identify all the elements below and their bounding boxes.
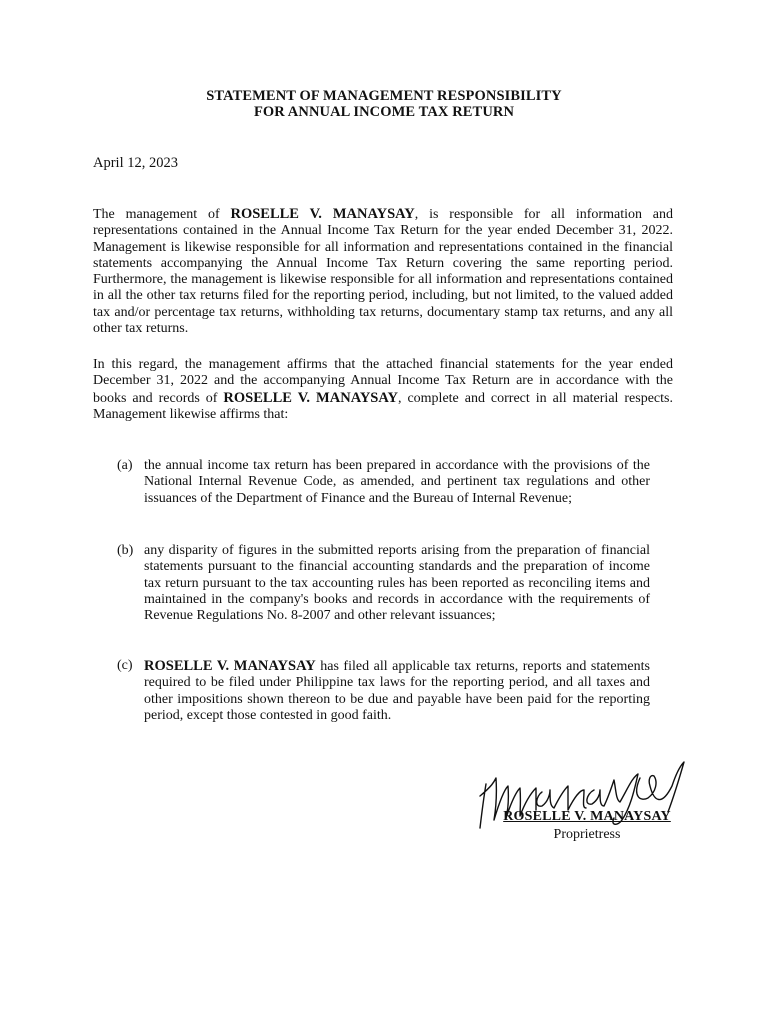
title-line-2: FOR ANNUAL INCOME TAX RETURN — [253, 104, 515, 120]
paragraph-1-post: , is responsible for all information and representations contained in the Annual Income Tax Return for the year ended December 31, 2022. Management is likewise responsible for all information and representations contained in the financial statements accompanying the Annual Income Tax Return covering the same reporting period. Furthermore, the management is likewise responsible for all information and representations contained in all the other tax returns filed for the reporting period, including, but not limited, to the valued added tax and/or percentage tax returns, withholding tax returns, documentary stamp tax returns, and any all other tax returns. — [93, 207, 674, 337]
title-line-1: STATEMENT OF MANAGEMENT RESPONSIBILITY — [206, 88, 562, 104]
signatory-title: Proprietress — [553, 827, 621, 842]
item-text — [144, 658, 650, 724]
paragraph-affirmation — [93, 357, 673, 423]
paragraph-responsibility — [93, 206, 673, 337]
item-label: (b) — [117, 543, 134, 558]
document-title — [0, 88, 768, 120]
company-name: ROSELLE V. MANAYSAY — [230, 206, 415, 222]
paragraph-1-pre: The management of — [93, 207, 231, 222]
company-name: ROSELLE V. MANAYSAY — [223, 389, 398, 406]
item-label: (a) — [117, 458, 133, 473]
company-name: ROSELLE V. MANAYSAY — [144, 658, 316, 674]
item-label: (c) — [117, 658, 133, 673]
document-date: April 12, 2023 — [93, 155, 178, 171]
paragraph-2-post: , complete and correct in all material respects. Management likewise affirms that: — [93, 390, 673, 422]
item-text-rest: has filed all applicable tax returns, reports and statements required to be filed under Philippine tax laws for the reporting period, and all taxes and other impositions shown thereon to be due and payable have been paid for the reporting period, except those contested in good faith. — [144, 659, 650, 723]
item-text: the annual income tax return has been prepared in accordance with the provisions of the National Internal Revenue Code, as amended, and pertinent tax regulations and other issuances of the Department of Finance and the Bureau of Internal Revenue; — [144, 458, 650, 506]
signatory-name: ROSELLE V. MANAYSAY — [503, 809, 671, 824]
item-text: any disparity of figures in the submitted reports arising from the preparation of financial statements pursuant to the financial accounting standards and the preparation of income tax return pursuant to the tax accounting rules has been reported as reconciling items and maintained in the company's books and records in accordance with the requirements of Revenue Regulations No. 8-2007 and other relevant issuances; — [144, 543, 650, 624]
paragraph-2-pre: In this regard, the management affirms that the attached financial statements for the year ended December 31, 2022 and the accompanying Annual Income Tax Return are in accordance with the books and records of — [93, 357, 673, 406]
signature-block — [470, 756, 700, 852]
